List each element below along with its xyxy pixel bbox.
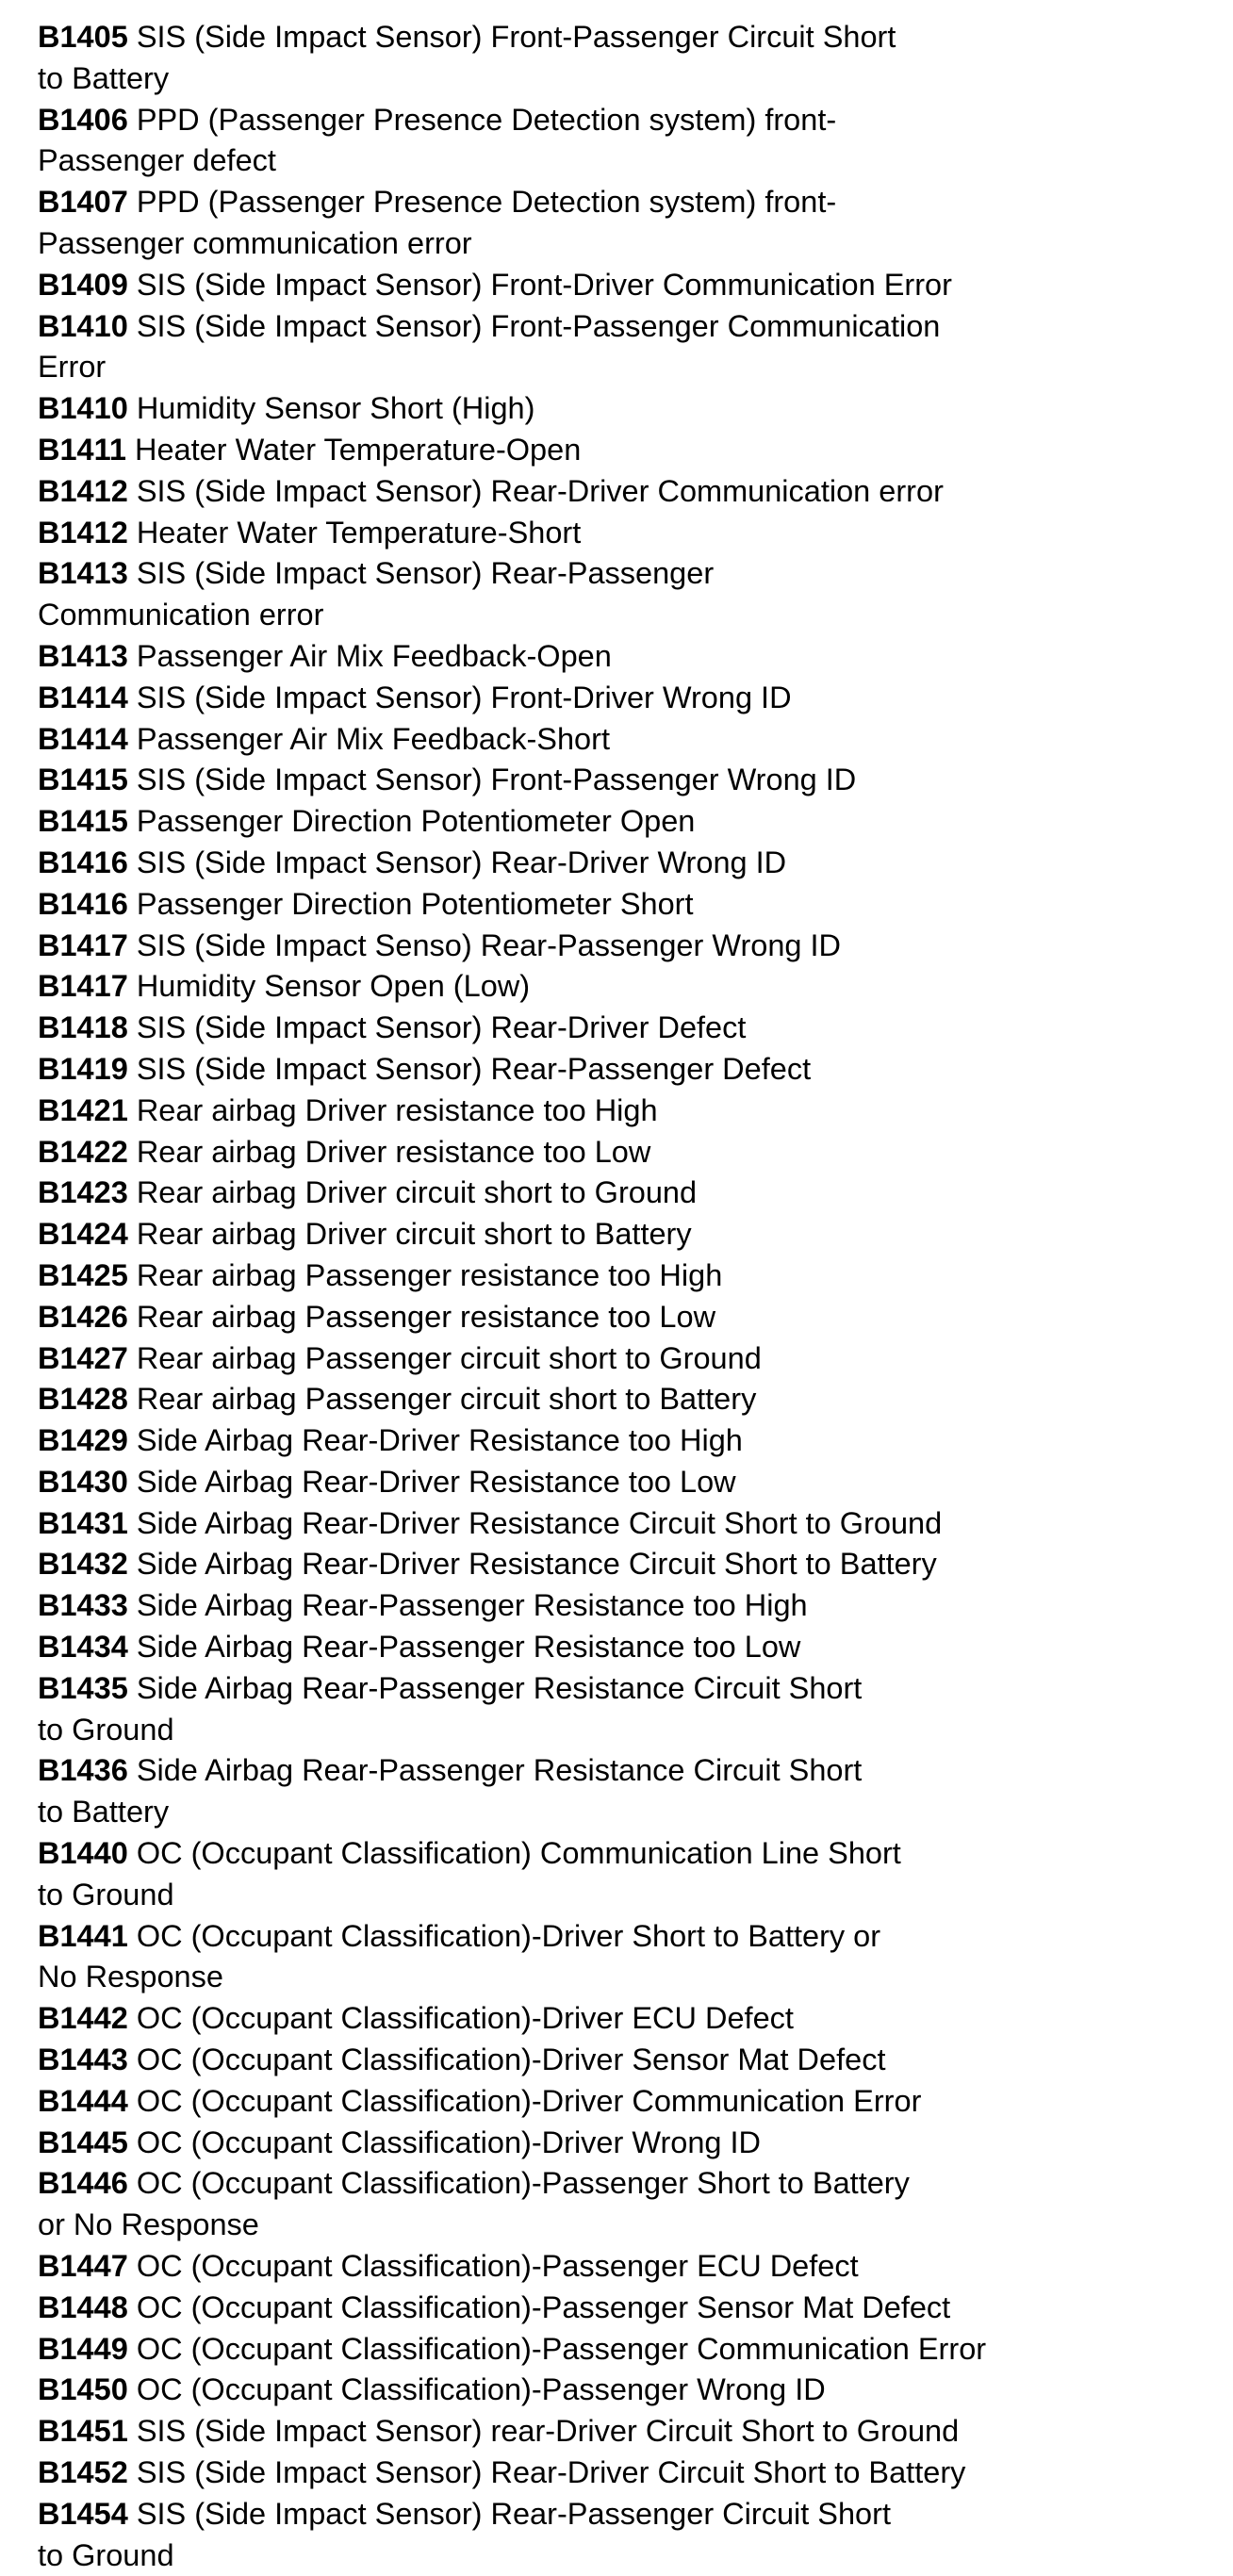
trouble-code-description: Rear airbag Passenger circuit short to Battery: [136, 1382, 757, 1417]
trouble-code: B1433: [38, 1588, 128, 1623]
trouble-code-description: Side Airbag Rear-Driver Resistance too High: [136, 1423, 743, 1458]
list-item: [38, 1750, 1207, 1792]
trouble-code: B1417: [38, 927, 128, 962]
list-item: [38, 513, 1207, 554]
trouble-code-list: [38, 17, 1207, 2576]
list-item: [38, 1833, 1207, 1875]
trouble-code-description: SIS (Side Impact Sensor) rear-Driver Circuit Short to Ground: [136, 2414, 960, 2449]
trouble-code: B1407: [38, 185, 128, 220]
trouble-code: B1446: [38, 2166, 128, 2201]
trouble-code-description: SIS (Side Impact Sensor) Front-Driver Wrong ID: [136, 680, 792, 714]
list-item-continuation: [38, 2535, 1207, 2576]
trouble-code-description: Passenger Direction Potentiometer Short: [136, 886, 694, 921]
list-item: [38, 1544, 1207, 1585]
list-item: [38, 2329, 1207, 2371]
list-item: [38, 1668, 1207, 1710]
list-item: [38, 17, 1207, 58]
trouble-code-description: Rear airbag Passenger resistance too High: [136, 1257, 723, 1292]
trouble-code: B1417: [38, 969, 128, 1004]
trouble-code: B1413: [38, 638, 128, 673]
trouble-code-description: Rear airbag Driver circuit short to Ground: [136, 1175, 698, 1210]
trouble-code-description: SIS (Side Impact Senso) Rear-Passenger Wrong ID: [136, 927, 842, 962]
list-item: [38, 1379, 1207, 1420]
list-item: [38, 306, 1207, 348]
list-item: [38, 100, 1207, 141]
list-item: [38, 1585, 1207, 1627]
list-item-continuation: [38, 595, 1207, 636]
list-item: [38, 760, 1207, 801]
list-item-continuation: [38, 1710, 1207, 1751]
list-item: [38, 1420, 1207, 1462]
list-item: [38, 1008, 1207, 1049]
trouble-code-description: Side Airbag Rear-Passenger Resistance Circuit Short: [136, 1670, 863, 1705]
list-item: [38, 719, 1207, 761]
list-item: [38, 1338, 1207, 1380]
list-item: [38, 2081, 1207, 2123]
trouble-code-description: Heater Water Temperature-Open: [135, 432, 582, 467]
list-item: [38, 2370, 1207, 2411]
trouble-code-description: SIS (Side Impact Sensor) Rear-Driver Communication error: [136, 473, 944, 508]
trouble-code-description: SIS (Side Impact Sensor) Front-Passenger Wrong ID: [136, 763, 857, 797]
list-item: [38, 1998, 1207, 2040]
trouble-code-description: OC (Occupant Classification)-Passenger ECU Defect: [136, 2249, 859, 2284]
trouble-code: B1416: [38, 845, 128, 879]
trouble-code-description: Error: [38, 350, 107, 385]
trouble-code-description: SIS (Side Impact Sensor) Rear-Passenger Defect: [136, 1051, 812, 1086]
trouble-code: B1414: [38, 721, 128, 756]
list-item: [38, 2123, 1207, 2164]
trouble-code: B1444: [38, 2083, 128, 2118]
trouble-code: B1436: [38, 1753, 128, 1788]
list-item: [38, 1173, 1207, 1214]
trouble-code: B1442: [38, 2001, 128, 2036]
trouble-code: B1410: [38, 308, 128, 343]
trouble-code-description: OC (Occupant Classification)-Driver Sensor Mat Defect: [136, 2043, 886, 2077]
list-item: [38, 966, 1207, 1008]
list-item: [38, 553, 1207, 595]
trouble-code-description: OC (Occupant Classification)-Passenger Short to Battery: [136, 2166, 910, 2201]
list-item-continuation: [38, 223, 1207, 265]
trouble-code-description: Rear airbag Driver circuit short to Battery: [136, 1217, 692, 1252]
list-item: [38, 1462, 1207, 1503]
trouble-code-description: Rear airbag Driver resistance too Low: [136, 1134, 651, 1169]
trouble-code-description: PPD (Passenger Presence Detection system) front-: [136, 102, 837, 137]
trouble-code: B1454: [38, 2496, 128, 2531]
list-item-continuation: [38, 2205, 1207, 2246]
trouble-code-description: OC (Occupant Classification) Communication Line Short: [136, 1836, 901, 1871]
list-item: [38, 2246, 1207, 2288]
list-item: [38, 1627, 1207, 1668]
list-item-continuation: [38, 1957, 1207, 1998]
trouble-code: B1413: [38, 556, 128, 591]
list-item-continuation: [38, 1875, 1207, 1916]
trouble-code: B1421: [38, 1092, 128, 1127]
trouble-code-description: SIS (Side Impact Sensor) Rear-Driver Wrong ID: [136, 845, 787, 879]
trouble-code: B1415: [38, 763, 128, 797]
list-item: [38, 884, 1207, 926]
trouble-code: B1411: [38, 432, 126, 467]
trouble-code: B1412: [38, 473, 128, 508]
trouble-code: B1448: [38, 2289, 128, 2324]
trouble-code: B1434: [38, 1630, 128, 1665]
trouble-code-description: Passenger defect: [38, 143, 276, 178]
trouble-code: B1449: [38, 2331, 128, 2366]
trouble-code: B1451: [38, 2414, 128, 2449]
trouble-code-description: Side Airbag Rear-Passenger Resistance too High: [136, 1588, 808, 1623]
trouble-code-description: SIS (Side Impact Sensor) Rear-Passenger Circuit Short: [136, 2496, 891, 2531]
trouble-code-description: Heater Water Temperature-Short: [136, 515, 582, 550]
list-item: [38, 1049, 1207, 1091]
trouble-code: B1440: [38, 1836, 128, 1871]
trouble-code: B1427: [38, 1340, 128, 1375]
trouble-code-description: OC (Occupant Classification)-Driver Wrong ID: [136, 2125, 762, 2159]
list-item: [38, 2040, 1207, 2081]
list-item: [38, 2163, 1207, 2205]
trouble-code: B1405: [38, 20, 128, 54]
list-item-continuation: [38, 58, 1207, 100]
trouble-code-description: OC (Occupant Classification)-Passenger Wrong ID: [136, 2372, 826, 2407]
trouble-code: B1415: [38, 804, 128, 839]
list-item: [38, 1091, 1207, 1132]
trouble-code-description: Passenger communication error: [38, 225, 472, 260]
list-item: [38, 471, 1207, 513]
trouble-code-description: SIS (Side Impact Sensor) Rear-Driver Circuit Short to Battery: [136, 2455, 966, 2490]
trouble-code: B1406: [38, 102, 128, 137]
trouble-code: B1409: [38, 267, 128, 302]
trouble-code-description: Side Airbag Rear-Driver Resistance Circuit Short to Battery: [136, 1547, 937, 1582]
trouble-code-description: SIS (Side Impact Sensor) Front-Driver Communication Error: [136, 267, 952, 302]
trouble-code-description: Passenger Air Mix Feedback-Open: [136, 638, 612, 673]
trouble-code-description: Communication error: [38, 598, 324, 632]
trouble-code-description: Side Airbag Rear-Driver Resistance too Low: [136, 1464, 736, 1499]
trouble-code-description: Rear airbag Passenger circuit short to Ground: [136, 1340, 762, 1375]
trouble-code: B1441: [38, 1918, 128, 1953]
trouble-code: B1431: [38, 1505, 128, 1540]
trouble-code-description: SIS (Side Impact Sensor) Front-Passenger Communication: [136, 308, 941, 343]
trouble-code: B1425: [38, 1257, 128, 1292]
trouble-code-description: OC (Occupant Classification)-Driver ECU Defect: [136, 2001, 794, 2036]
trouble-code-description: SIS (Side Impact Sensor) Rear-Passenger: [136, 556, 715, 591]
list-item: [38, 1916, 1207, 1958]
list-item: [38, 430, 1207, 471]
trouble-code: B1443: [38, 2043, 128, 2077]
trouble-code: B1412: [38, 515, 128, 550]
list-item: [38, 182, 1207, 223]
trouble-code-description: Passenger Air Mix Feedback-Short: [136, 721, 610, 756]
list-item: [38, 801, 1207, 843]
trouble-code-description: Humidity Sensor Open (Low): [136, 969, 531, 1004]
list-item: [38, 388, 1207, 430]
list-item: [38, 926, 1207, 967]
list-item: [38, 2494, 1207, 2535]
list-item-continuation: [38, 347, 1207, 388]
trouble-code: B1426: [38, 1299, 128, 1334]
trouble-code-description: Side Airbag Rear-Passenger Resistance too Low: [136, 1630, 801, 1665]
trouble-code-description: Rear airbag Passenger resistance too Low: [136, 1299, 716, 1334]
trouble-code: B1432: [38, 1547, 128, 1582]
list-item: [38, 1132, 1207, 1173]
list-item: [38, 2411, 1207, 2453]
trouble-code-description: to Ground: [38, 1877, 174, 1911]
trouble-code-description: to Battery: [38, 1795, 170, 1829]
trouble-code-description: SIS (Side Impact Sensor) Front-Passenger Circuit Short: [136, 20, 896, 54]
trouble-code: B1428: [38, 1382, 128, 1417]
list-item: [38, 265, 1207, 306]
trouble-code-description: PPD (Passenger Presence Detection system) front-: [136, 185, 837, 220]
trouble-code: B1423: [38, 1175, 128, 1210]
list-item: [38, 1297, 1207, 1338]
trouble-code: B1419: [38, 1051, 128, 1086]
trouble-code: B1422: [38, 1134, 128, 1169]
trouble-code-description: Side Airbag Rear-Passenger Resistance Circuit Short: [136, 1753, 863, 1788]
document-page: [38, 17, 1207, 2576]
trouble-code-description: or No Response: [38, 2207, 259, 2242]
trouble-code: B1414: [38, 680, 128, 714]
trouble-code-description: to Ground: [38, 1712, 174, 1747]
trouble-code-description: OC (Occupant Classification)-Driver Short to Battery or: [136, 1918, 881, 1953]
trouble-code-description: SIS (Side Impact Sensor) Rear-Driver Defect: [136, 1010, 747, 1045]
trouble-code: B1435: [38, 1670, 128, 1705]
trouble-code: B1429: [38, 1423, 128, 1458]
trouble-code: B1424: [38, 1217, 128, 1252]
trouble-code-description: Humidity Sensor Short (High): [136, 391, 535, 426]
trouble-code-description: Passenger Direction Potentiometer Open: [136, 804, 696, 839]
trouble-code-description: to Battery: [38, 60, 170, 95]
trouble-code-description: to Ground: [38, 2537, 174, 2572]
trouble-code: B1416: [38, 886, 128, 921]
trouble-code: B1418: [38, 1010, 128, 1045]
trouble-code-description: OC (Occupant Classification)-Passenger Communication Error: [136, 2331, 987, 2366]
list-item-continuation: [38, 140, 1207, 182]
trouble-code-description: No Response: [38, 1960, 223, 1994]
trouble-code: B1445: [38, 2125, 128, 2159]
trouble-code: B1450: [38, 2372, 128, 2407]
trouble-code: B1430: [38, 1464, 128, 1499]
trouble-code: B1447: [38, 2249, 128, 2284]
list-item: [38, 2453, 1207, 2494]
trouble-code: B1452: [38, 2455, 128, 2490]
list-item: [38, 636, 1207, 678]
list-item: [38, 1503, 1207, 1545]
trouble-code-description: Rear airbag Driver resistance too High: [136, 1092, 658, 1127]
list-item: [38, 1255, 1207, 1297]
list-item: [38, 843, 1207, 884]
trouble-code-description: OC (Occupant Classification)-Driver Communication Error: [136, 2083, 922, 2118]
list-item: [38, 1214, 1207, 1255]
trouble-code-description: Side Airbag Rear-Driver Resistance Circuit Short to Ground: [136, 1505, 943, 1540]
trouble-code-description: OC (Occupant Classification)-Passenger Sensor Mat Defect: [136, 2289, 951, 2324]
list-item: [38, 2288, 1207, 2329]
list-item: [38, 678, 1207, 719]
trouble-code: B1410: [38, 391, 128, 426]
list-item-continuation: [38, 1792, 1207, 1833]
